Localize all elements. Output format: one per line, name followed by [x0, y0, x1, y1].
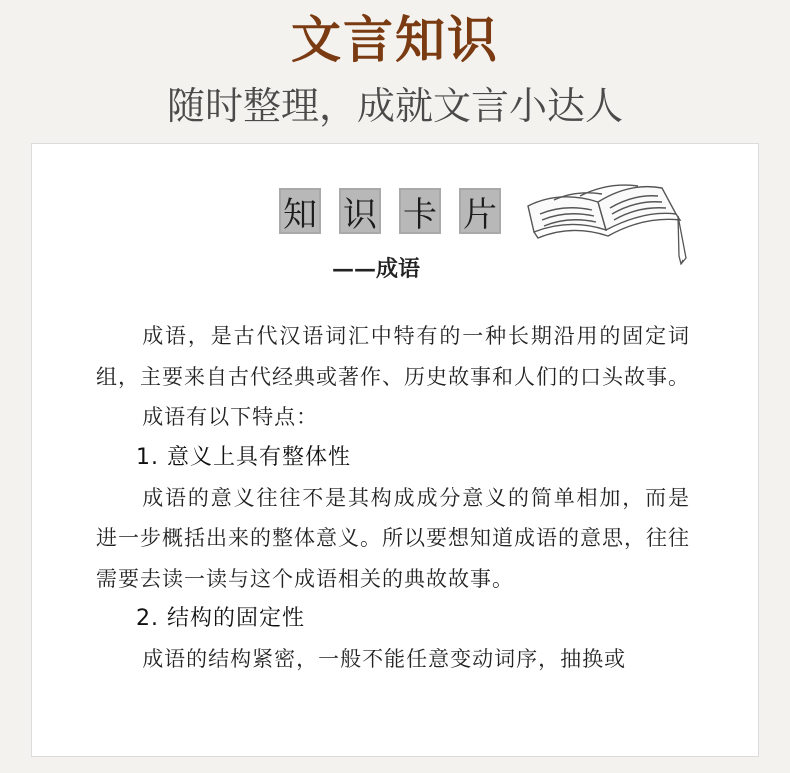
knowledge-card	[31, 143, 759, 757]
section-heading-1: 1. 意义上具有整体性	[136, 444, 351, 470]
pencil-icon	[678, 216, 686, 264]
card-body	[96, 316, 690, 680]
paragraph-features-intro: 成语有以下特点：	[142, 405, 319, 429]
heading-tile-2: 识	[339, 188, 381, 234]
section-heading-2: 2. 结构的固定性	[136, 606, 305, 631]
heading-tile-1: 知	[279, 188, 321, 234]
section-text-2: 成语的结构紧密，一般不能任意变动词序，抽换或	[142, 647, 627, 671]
paragraph-definition: 成语，是古代汉语词汇中特有的一种长期沿用的固定词组，主要来自古代经典或著作、历史故事和人们的口头故事。	[96, 324, 690, 389]
page-title: 文言知识	[291, 11, 499, 69]
page-subtitle: 随时整理，成就文言小达人	[166, 84, 623, 128]
section-text-1: 成语的意义往往不是其构成成分意义的简单相加，而是进一步概括出来的整体意义。所以要想知道成语的意思，往往需要去读一读与这个成语相关的典故故事。	[96, 485, 690, 591]
heading-tile-3: 卡	[399, 188, 441, 234]
open-book-icon	[520, 176, 696, 266]
heading-tile-4: 片	[459, 188, 501, 234]
card-heading	[279, 188, 501, 236]
card-subheading: ——成语	[332, 256, 421, 282]
